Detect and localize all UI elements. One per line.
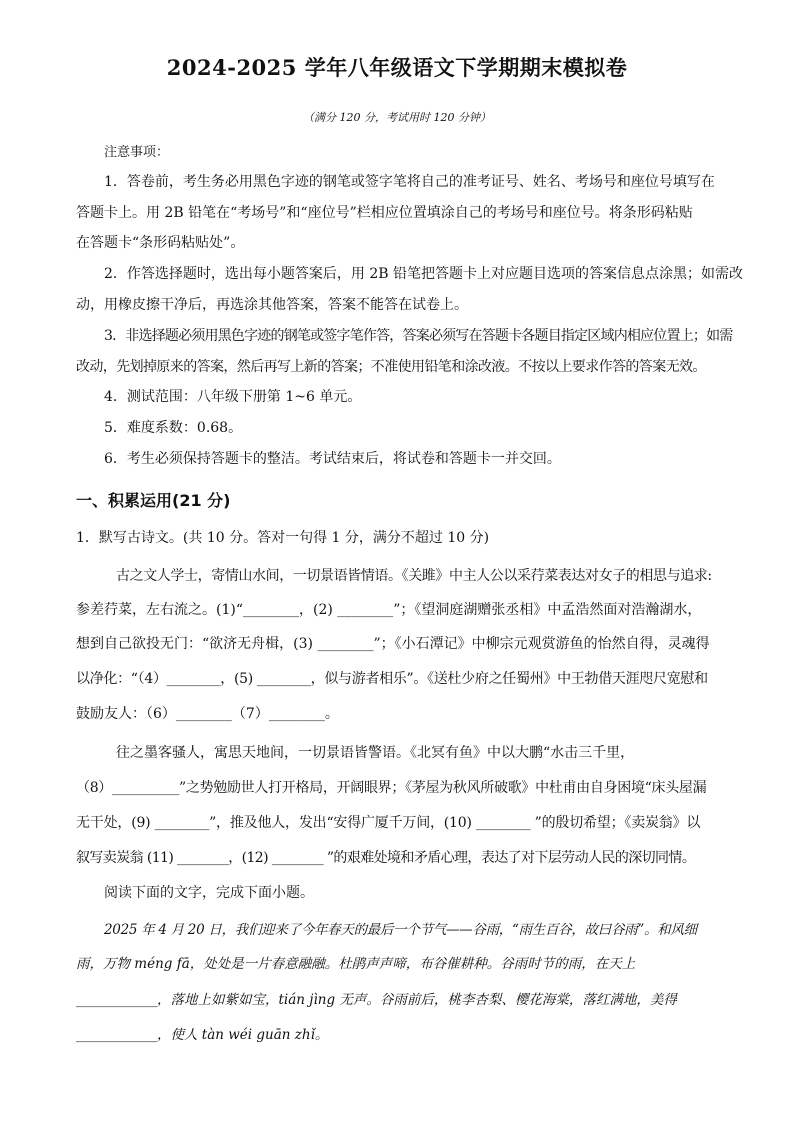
passage-line: 鼓励友人：（6）________（7）________。: [76, 706, 339, 722]
notice-line: 在答题卡“条形码粘贴处”。: [76, 235, 245, 251]
notice-line: 2．作答选择题时，选出每小题答案后，用 2B 铅笔把答题卡上对应题目选项的答案信息点涂黑；如需改: [104, 266, 744, 282]
section-heading: 一、积累运用(21 分): [76, 491, 231, 510]
reading-passage-line: 雨，万物 méng fā，处处是一片春意融融。杜鹃声声啼，布谷催耕种。谷雨时节的雨，在天上: [76, 956, 636, 972]
page-title: 2024-2025 学年八年级语文下学期期末模拟卷: [166, 55, 628, 80]
reading-passage-line: 2025 年 4 月 20 日，我们迎来了今年春天的最后一个节气——谷雨，“雨生百谷，故曰谷雨”。和风细: [104, 922, 697, 938]
passage-line: 参差荇菜，左右流之。(1)“________，(2) ________”；《望洞庭湖赠张丞相》中孟浩然面对浩瀚湖水，: [76, 602, 702, 618]
reading-passage-line: ____________，落地上如紫如宝，tián jìng 无声。谷雨前后，桃李杏梨、樱花海棠，落红满地，美得: [76, 992, 677, 1008]
passage-line: 往之墨客骚人，寓思天地间，一切景语皆警语。《北冥有鱼》中以大鹏“水击三千里，: [116, 745, 635, 761]
passage-line: 无干处，(9) ________”，推及他人，发出“安得广厦千万间，(10) ________ ”的殷切希望；《卖炭翁》以: [76, 815, 701, 831]
reading-passage-line: ____________，使人 tàn wéi guān zhǐ。: [76, 1027, 329, 1043]
notice-line: 5．难度系数：0.68。: [104, 420, 243, 436]
passage-line: 古之文人学士，寄情山水间，一切景语皆情语。《关雎》中主人公以采荇菜表达对女子的相思与追求:: [116, 568, 712, 584]
passage-line: 叙写卖炭翁 (11) ________，(12) ________ ”的艰难处境和矛盾心理，表达了对下层劳动人民的深切同情。: [76, 850, 696, 866]
notice-line: 答题卡上。用 2B 铅笔在“考场号”和“座位号”栏相应位置填涂自己的考场号和座位号。将条形码粘贴: [76, 205, 693, 221]
reading-instruction: 阅读下面的文字，完成下面小题。: [104, 885, 314, 901]
question-heading: 1．默写古诗文。(共 10 分。答对一句得 1 分，满分不超过 10 分): [76, 530, 490, 546]
notice-line: 6．考生必须保持答题卡的整洁。考试结束后，将试卷和答题卡一并交回。: [104, 451, 561, 467]
passage-line: 以净化：“（4）________，(5) ________，似与游者相乐”。《送杜少府之任蜀州》中王勃借天涯咫尺宽慰和: [76, 671, 708, 687]
notice-line: 1．答卷前，考生务必用黑色字迹的钢笔或签字笔将自己的准考证号、姓名、考场号和座位号填写在: [104, 174, 715, 190]
exam-subtitle: （满分 120 分，考试用时 120 分钟）: [303, 111, 491, 124]
notice-heading: 注意事项：: [104, 145, 170, 160]
notice-line: 改动，先划掉原来的答案，然后再写上新的答案；不准使用铅笔和涂改液。不按以上要求作答的答案无效。: [76, 359, 706, 375]
notice-line: 动，用橡皮擦干净后，再选涂其他答案，答案不能答在试卷上。: [76, 297, 468, 313]
passage-line: （8）__________”之势勉励世人打开格局，开阔眼界；《茅屋为秋风所破歌》中杜甫由自身困境“床头屋漏: [76, 780, 707, 796]
notice-line: 3．非选择题必须用黑色字迹的钢笔或签字笔作答，答案必须写在答题卡各题目指定区域内相应位置上；如需: [104, 328, 733, 344]
notice-line: 4．测试范围：八年级下册第 1~6 单元。: [104, 389, 362, 405]
passage-line: 想到自己欲投无门：“欲济无舟楫，(3) ________”；《小石潭记》中柳宗元观赏游鱼的怡然自得，灵魂得: [76, 636, 710, 652]
